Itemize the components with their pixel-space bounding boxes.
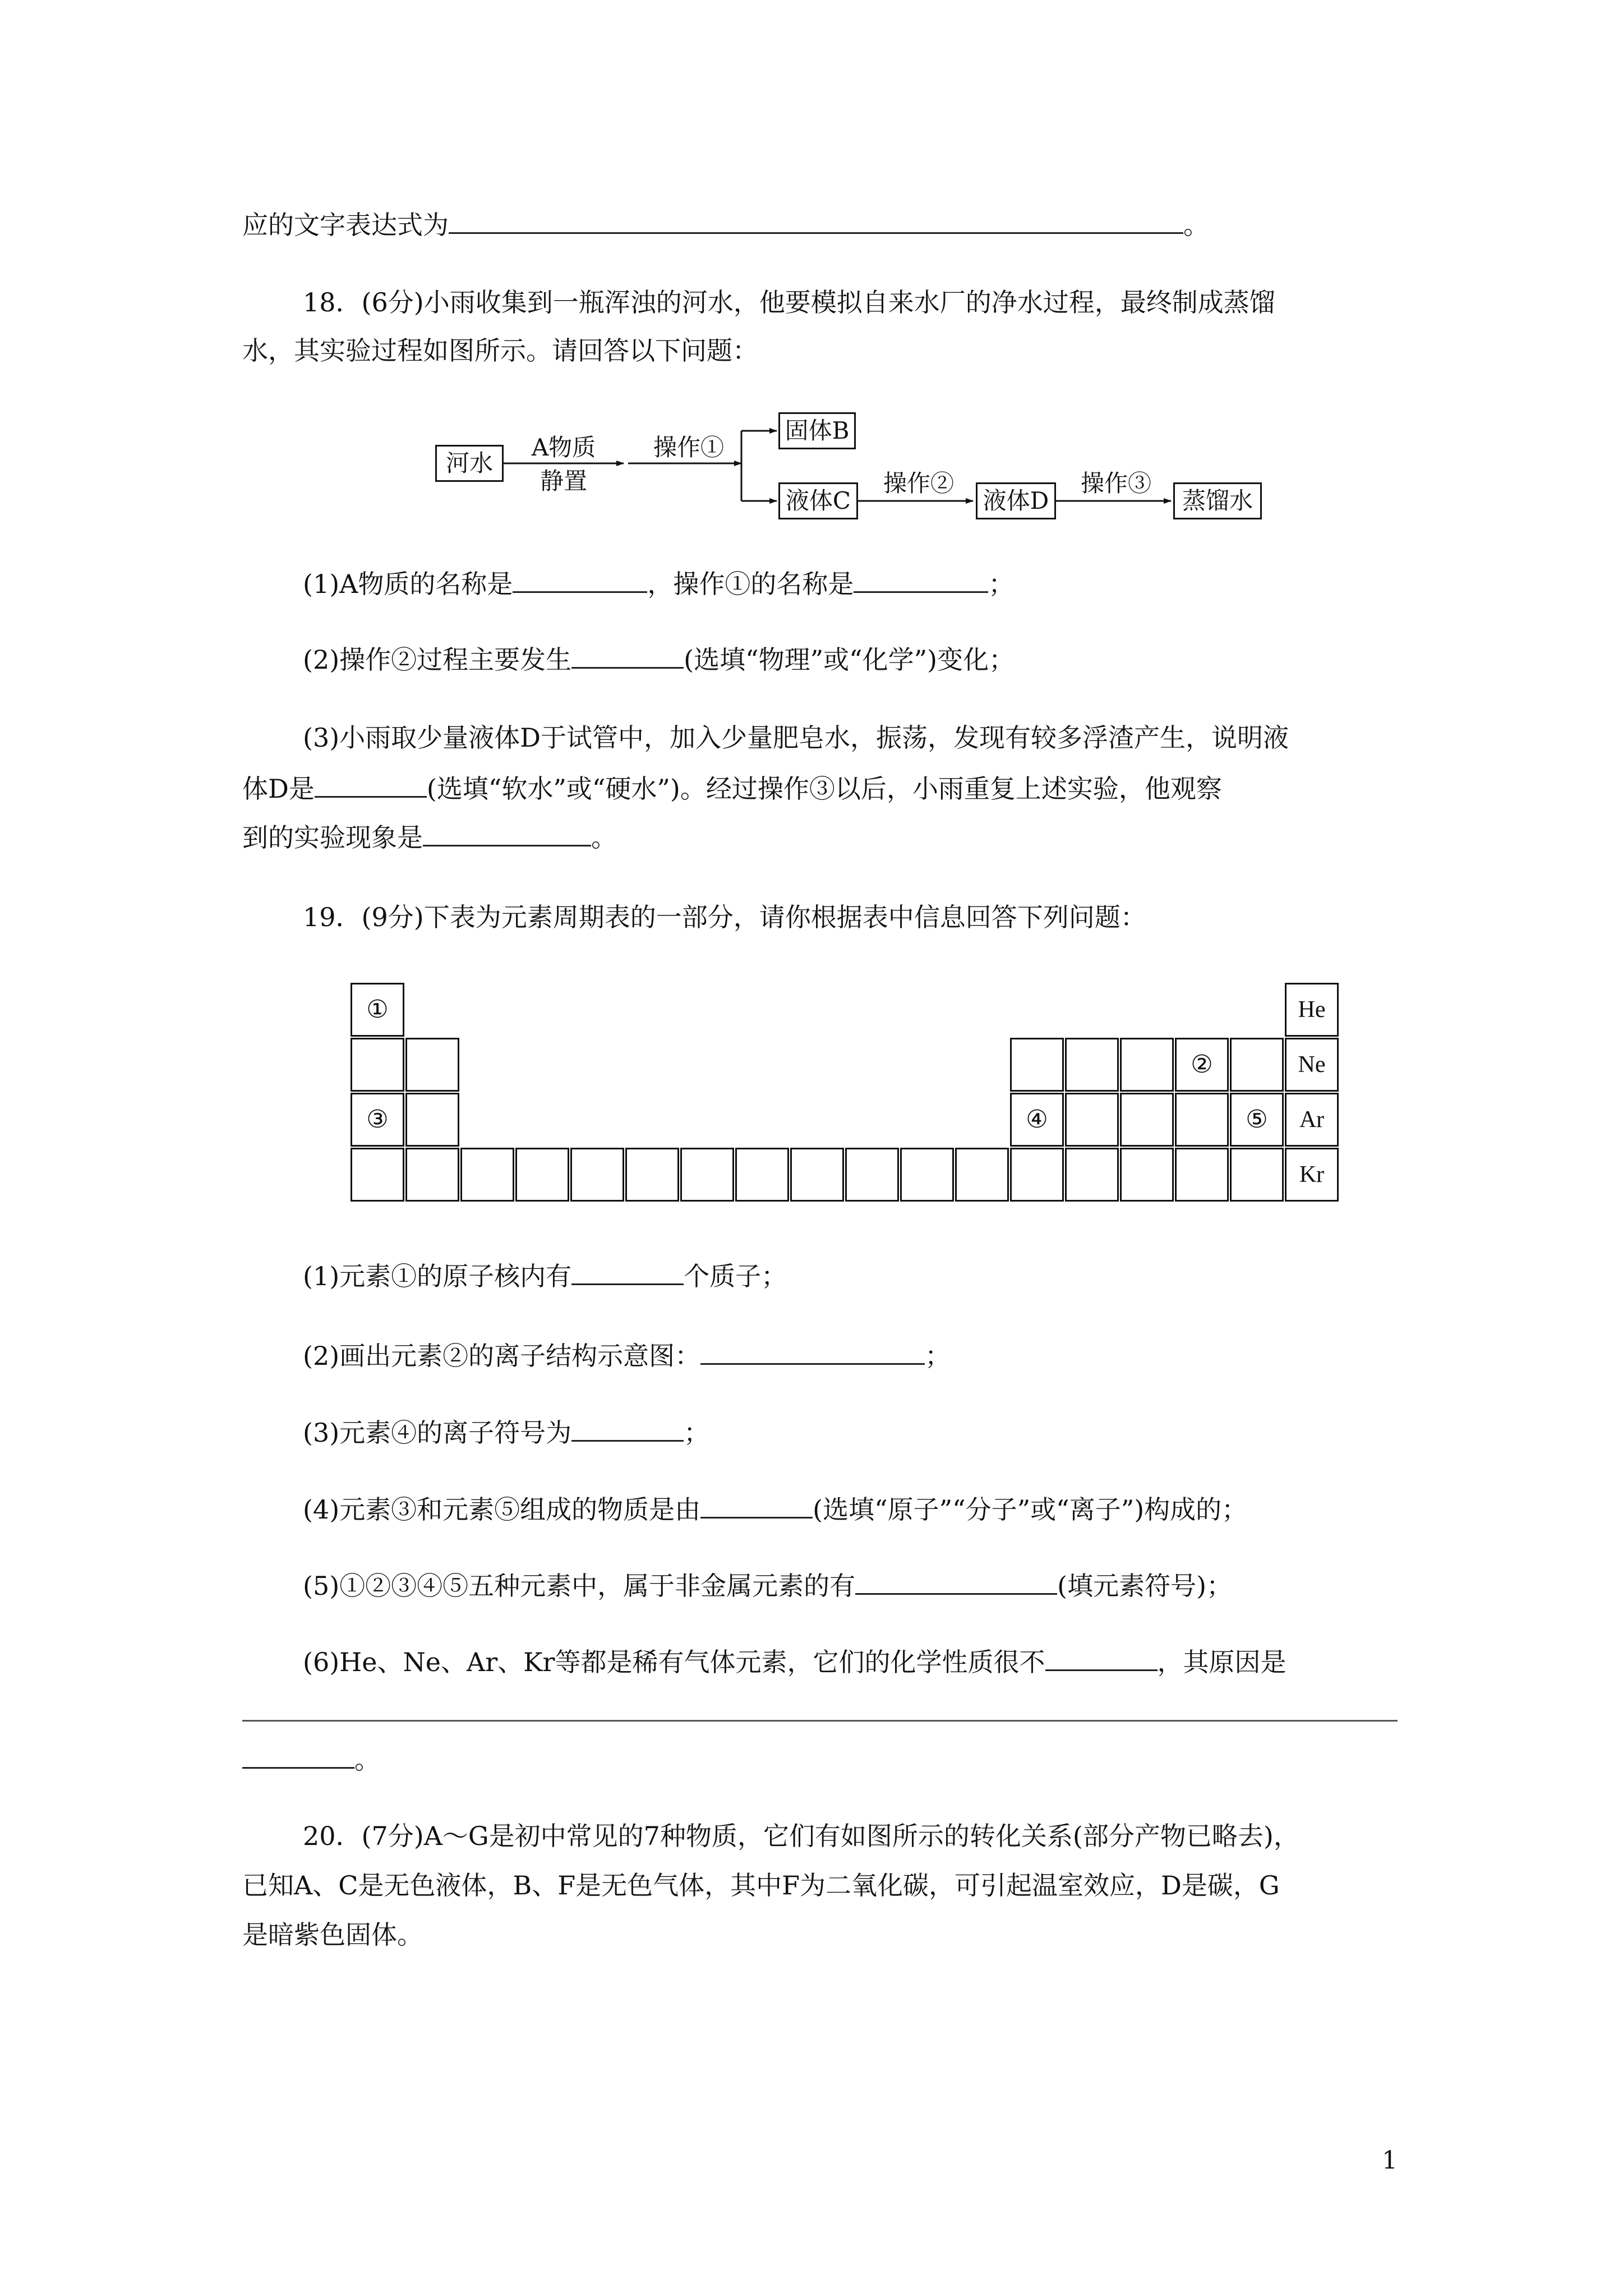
element-cell-m3: ③ bbox=[351, 1093, 404, 1147]
element-cell-empty bbox=[515, 1148, 569, 1202]
answer-blank[interactable] bbox=[513, 569, 647, 593]
element-cell-empty bbox=[1065, 1093, 1119, 1147]
answer-blank[interactable] bbox=[571, 1418, 684, 1442]
element-cell-he: He bbox=[1285, 983, 1339, 1037]
element-cell-empty bbox=[900, 1148, 954, 1202]
element-cell-ar: Ar bbox=[1285, 1093, 1339, 1147]
element-cell-empty bbox=[1120, 1093, 1174, 1147]
label-settle: 静置 bbox=[540, 467, 587, 495]
label-a-substance: A物质 bbox=[531, 434, 596, 461]
element-cell-empty bbox=[1120, 1038, 1174, 1092]
label-op3: 操作③ bbox=[1080, 470, 1151, 497]
q19-sub6-end: 。 bbox=[242, 1742, 380, 1777]
q20-line2: 已知A、C是无色液体，B、F是无色气体，其中F为二氧化碳，可引起温室效应，D是碳，G bbox=[242, 1870, 1280, 1901]
answer-blank[interactable] bbox=[449, 210, 1183, 234]
label-op2: 操作② bbox=[883, 470, 954, 497]
box-solid-b: 固体B bbox=[778, 412, 856, 449]
q19-sub6: (6)He、Ne、Ar、Kr等都是稀有气体元素，它们的化学性质很不 ，其原因是 bbox=[303, 1647, 1287, 1677]
q18-sub3-line2: 体D是 (选填“软水”或“硬水”)。经过操作③以后，小雨重复上述实验，他观察 bbox=[242, 774, 1222, 804]
q18-sub3-line3: 到的实验现象是 。 bbox=[242, 822, 617, 853]
element-cell-empty bbox=[955, 1148, 1009, 1202]
answer-blank[interactable] bbox=[242, 1745, 354, 1769]
element-cell-ne: Ne bbox=[1285, 1038, 1339, 1092]
q19-sub3: (3)元素④的离子符号为 ； bbox=[303, 1418, 710, 1448]
element-cell-empty bbox=[1175, 1148, 1229, 1202]
element-cell-empty bbox=[351, 1038, 404, 1092]
element-cell-empty bbox=[405, 1148, 459, 1202]
element-cell-empty bbox=[1175, 1093, 1229, 1147]
element-cell-empty bbox=[1230, 1038, 1284, 1092]
element-cell-empty bbox=[625, 1148, 679, 1202]
q20-line1: 20．(7分)A～G是初中常见的7种物质，它们有如图所示的转化关系(部分产物已略去)， bbox=[303, 1821, 1299, 1851]
q18-sub3-line1: (3)小雨取少量液体D于试管中，加入少量肥皂水，振荡，发现有较多浮渣产生，说明液 bbox=[303, 723, 1289, 753]
q19-sub1: (1)元素①的原子核内有 个质子； bbox=[303, 1261, 787, 1291]
element-cell-empty bbox=[460, 1148, 514, 1202]
element-cell-kr: Kr bbox=[1285, 1148, 1339, 1202]
element-cell-empty bbox=[735, 1148, 789, 1202]
box-liquid-d: 液体D bbox=[976, 482, 1056, 519]
element-cell-m5: ⑤ bbox=[1230, 1093, 1284, 1147]
element-cell-empty bbox=[405, 1038, 459, 1092]
element-cell-empty bbox=[1120, 1148, 1174, 1202]
element-cell-empty bbox=[845, 1148, 899, 1202]
element-cell-m1: ① bbox=[351, 983, 404, 1037]
q17-prefix: 应的文字表达式为 bbox=[242, 210, 449, 240]
answer-blank[interactable] bbox=[854, 569, 988, 593]
element-cell-empty bbox=[570, 1148, 624, 1202]
answer-blank[interactable] bbox=[423, 822, 591, 846]
q17-suffix: 。 bbox=[1183, 210, 1209, 240]
answer-blank[interactable] bbox=[571, 1261, 684, 1285]
element-cell-empty bbox=[790, 1148, 844, 1202]
answer-blank[interactable] bbox=[1045, 1647, 1158, 1671]
box-liquid-c: 液体C bbox=[778, 482, 858, 519]
element-cell-empty bbox=[1065, 1038, 1119, 1092]
element-cell-empty bbox=[1065, 1148, 1119, 1202]
element-cell-empty bbox=[1230, 1148, 1284, 1202]
q18-sub1: (1)A物质的名称是 ，操作①的名称是 ； bbox=[303, 569, 1015, 599]
q18-sub2: (2)操作②过程主要发生 (选填“物理”或“化学”)变化； bbox=[303, 645, 1015, 675]
q20-line3: 是暗紫色固体。 bbox=[242, 1920, 423, 1950]
element-cell-empty bbox=[680, 1148, 734, 1202]
label-op1: 操作① bbox=[653, 434, 724, 461]
element-cell-empty bbox=[405, 1093, 459, 1147]
answer-blank[interactable] bbox=[855, 1571, 1057, 1595]
box-distilled-water: 蒸馏水 bbox=[1173, 482, 1262, 519]
element-cell-empty bbox=[1010, 1148, 1064, 1202]
element-cell-m4: ④ bbox=[1010, 1093, 1064, 1147]
element-cell-empty bbox=[351, 1148, 404, 1202]
page-number: 1 bbox=[1382, 2146, 1398, 2175]
q19-sub2: (2)画出元素②的离子结构示意图： ； bbox=[303, 1341, 951, 1371]
box-river-water: 河水 bbox=[435, 445, 504, 482]
q18-title: 18．(6分)小雨收集到一瓶浑浊的河水，他要模拟自来水厂的净水过程，最终制成蒸馏 bbox=[303, 287, 1275, 318]
q17-answer-line bbox=[242, 208, 1209, 242]
element-cell-m2: ② bbox=[1175, 1038, 1229, 1092]
answer-blank[interactable] bbox=[700, 1341, 925, 1365]
answer-blank[interactable] bbox=[571, 645, 684, 669]
element-cell-empty bbox=[1010, 1038, 1064, 1092]
q19-sub5: (5)①②③④⑤五种元素中，属于非金属元素的有 (填元素符号)； bbox=[303, 1571, 1233, 1601]
answer-blank[interactable] bbox=[700, 1494, 813, 1519]
answer-blank-full-line[interactable] bbox=[242, 1720, 1398, 1722]
q19-sub4: (4)元素③和元素⑤组成的物质是由 (选填“原子”“分子”或“离子”)构成的； bbox=[303, 1494, 1248, 1525]
q19-title: 19．(9分)下表为元素周期表的一部分，请你根据表中信息回答下列问题： bbox=[303, 902, 1146, 932]
q18-title-cont: 水，其实验过程如图所示。请回答以下问题： bbox=[242, 335, 758, 366]
answer-blank[interactable] bbox=[315, 774, 427, 798]
